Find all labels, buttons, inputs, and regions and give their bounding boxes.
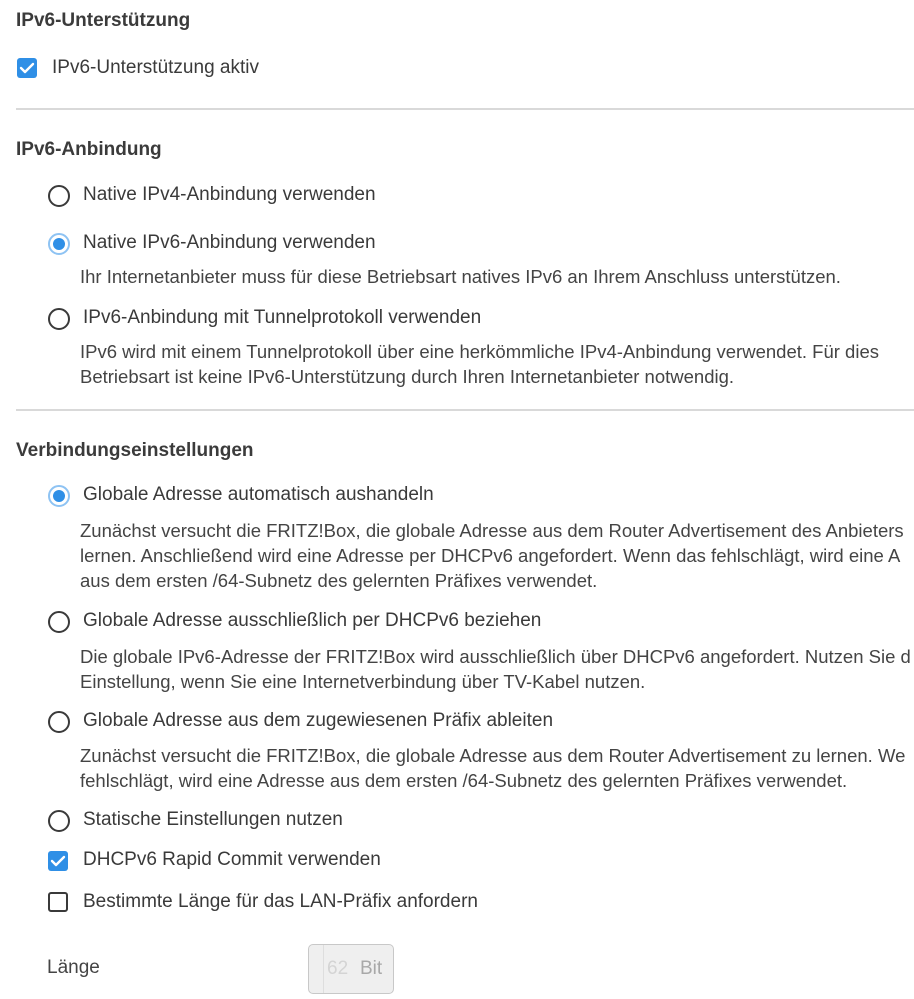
ipv6-support-label[interactable]: IPv6-Unterstützung aktiv (52, 57, 259, 78)
description-dhcpv6-only-line-1: Die globale IPv6-Adresse der FRITZ!Box wird ausschließlich über DHCPv6 angefordert. Nutzen Sie d (80, 646, 911, 667)
checkmark-icon (19, 61, 35, 75)
radio-native-ipv6[interactable] (48, 233, 70, 255)
divider (16, 409, 914, 411)
section-heading-ipv6-support: IPv6-Unterstützung (16, 10, 191, 31)
radio-label-derive-prefix[interactable]: Globale Adresse aus dem zugewiesenen Präfix ableiten (83, 710, 554, 731)
radio-auto-negotiate[interactable] (48, 485, 70, 507)
length-value: 62 (327, 958, 349, 979)
radio-label-dhcpv6-only[interactable]: Globale Adresse ausschließlich per DHCPv6 beziehen (83, 610, 542, 631)
radio-label-native-ipv4[interactable]: Native IPv4-Anbindung verwenden (83, 184, 376, 205)
description-tunnel-line-2: Betriebsart ist keine IPv6-Unterstützung durch Ihren Internetanbieter notwendig. (80, 366, 735, 387)
radio-label-auto-negotiate[interactable]: Globale Adresse automatisch aushandeln (83, 484, 434, 505)
description-tunnel-line-1: IPv6 wird mit einem Tunnelprotokoll über eine herkömmliche IPv4-Anbindung verwendet. Für dies (80, 341, 879, 362)
rapid-commit-label[interactable]: DHCPv6 Rapid Commit verwenden (83, 849, 381, 870)
checkmark-icon (50, 854, 66, 868)
input-edge (323, 945, 324, 993)
radio-native-ipv4[interactable] (48, 185, 70, 207)
description-auto-negotiate-line-1: Zunächst versucht die FRITZ!Box, die globale Adresse aus dem Router Advertisement des Anbieters (80, 520, 904, 541)
description-derive-prefix-line-2: fehlschlägt, wird eine Adresse aus dem ersten /64-Subnetz des gelernten Präfixes verwendet. (80, 770, 848, 791)
ipv6-support-checkbox[interactable] (17, 58, 37, 78)
radio-tunnel[interactable] (48, 308, 70, 330)
length-unit: Bit (360, 958, 383, 979)
lan-prefix-label[interactable]: Bestimmte Länge für das LAN-Präfix anfordern (83, 891, 478, 912)
lan-prefix-checkbox[interactable] (48, 892, 68, 912)
section-heading-ipv6-connection: IPv6-Anbindung (16, 139, 162, 160)
description-dhcpv6-only-line-2: Einstellung, wenn Sie eine Internetverbindung über TV-Kabel nutzen. (80, 671, 646, 692)
radio-label-static[interactable]: Statische Einstellungen nutzen (83, 809, 343, 830)
radio-label-tunnel[interactable]: IPv6-Anbindung mit Tunnelprotokoll verwenden (83, 307, 482, 328)
divider (16, 108, 914, 110)
radio-static[interactable] (48, 810, 70, 832)
description-auto-negotiate-line-3: aus dem ersten /64-Subnetz des gelernten Präfixes verwendet. (80, 570, 598, 591)
length-label: Länge (47, 957, 100, 978)
section-heading-connection-settings: Verbindungseinstellungen (16, 440, 254, 461)
description-derive-prefix-line-1: Zunächst versucht die FRITZ!Box, die globale Adresse aus dem Router Advertisement zu lernen. We (80, 745, 906, 766)
radio-dhcpv6-only[interactable] (48, 611, 70, 633)
radio-derive-prefix[interactable] (48, 711, 70, 733)
length-input[interactable] (308, 944, 394, 994)
radio-label-native-ipv6[interactable]: Native IPv6-Anbindung verwenden (83, 232, 376, 253)
rapid-commit-checkbox[interactable] (48, 851, 68, 871)
description-auto-negotiate-line-2: lernen. Anschließend wird eine Adresse per DHCPv6 angefordert. Wenn das fehlschlägt, wird eine A (80, 545, 901, 566)
description-native-ipv6: Ihr Internetanbieter muss für diese Betriebsart natives IPv6 an Ihrem Anschluss unterstützen. (80, 266, 841, 287)
